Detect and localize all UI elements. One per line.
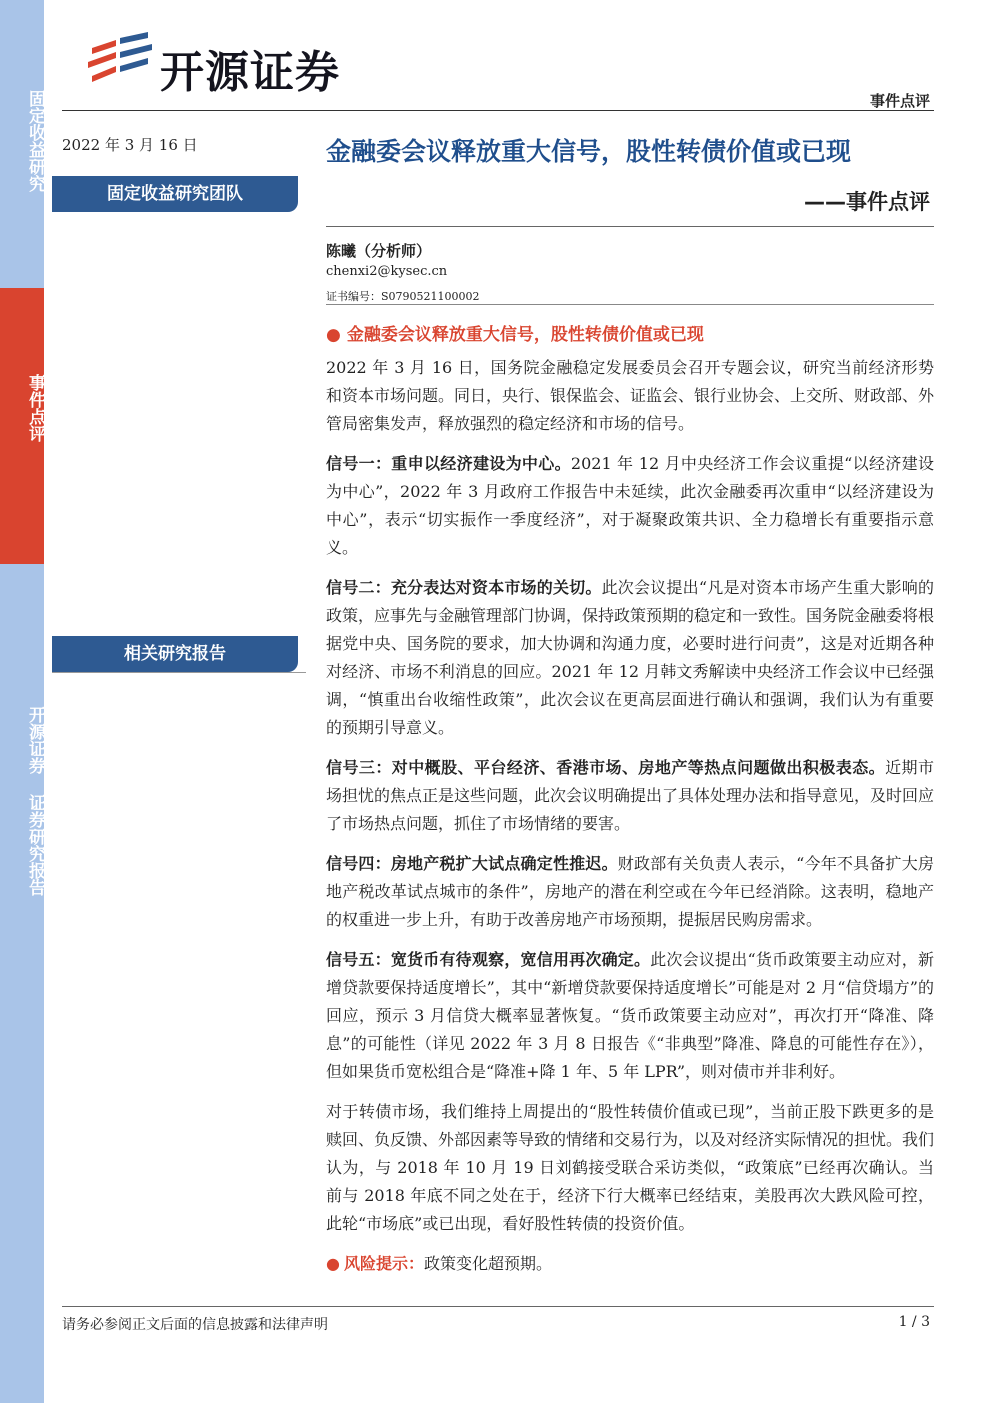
footer-divider <box>62 1306 934 1307</box>
paragraph <box>326 354 934 438</box>
report-body <box>326 354 934 1278</box>
paragraph-lead: 信号四：房地产税扩大试点确定性推迟。 <box>326 854 618 873</box>
paragraph-lead: 信号一：重申以经济建设为中心。 <box>326 454 571 473</box>
report-subtitle: ——事件点评 <box>804 190 930 214</box>
header-divider <box>62 110 934 111</box>
paragraph-lead: 信号三：对中概股、平台经济、香港市场、房地产等热点问题做出积极表态。 <box>326 758 886 777</box>
bullet-dot-icon: ● <box>326 1254 340 1273</box>
section-heading-text: 金融委会议释放重大信号，股性转债价值或已现 <box>346 325 704 345</box>
sidebar-tab-event-review-label: 事件点评 <box>25 374 45 442</box>
section-heading <box>326 320 704 345</box>
paragraph-text: 2022 年 3 月 16 日，国务院金融稳定发展委员会召开专题会议，研究当前经济形势和资本市场问题。同日，央行、银保监会、证监会、银行业协会、上交所、财政部、外管局密集发声，释放强烈的稳定经济和市场的信号。 <box>326 358 935 433</box>
paragraph-text: 财政部有关负责人表示，“今年不具备扩大房地产税改革试点城市的条件”，房地产的潜在利空或在今年已经消除。这表明，稳地产的权重进一步上升，有助于改善房地产市场预期，提振居民购房需求。 <box>326 854 934 929</box>
paragraph-text: 此次会议提出“货币政策要主动应对，新增贷款要保持适度增长”，其中“新增贷款要保持适度增长”可能是对 2 月“信贷塌方”的回应，预示 3 月信贷大概率显著恢复。“货币政策要主动应对”，再次打开“降准、降息”的可能性（详见 2022 年 3 月 8 日报告《“非典型”降准、降息的可能性存在》），但如果货币宽松组合是“降准+降 1 年、5 年 LPR”，则对债市并非利好。 <box>326 950 934 1081</box>
sidebar-tab-fixed-income-label: 固定收益研究 <box>25 90 45 192</box>
report-date: 2022 年 3 月 16 日 <box>62 136 198 154</box>
sidebar-tab-fixed-income <box>0 0 44 288</box>
paragraph <box>326 754 934 838</box>
paragraph <box>326 946 934 1086</box>
paragraph-text: 2021 年 12 月中央经济工作会议重提“以经济建设为中心”，2022 年 3 月政府工作报告中未延续，此次金融委再次重申“以经济建设为中心”，表示“切实振作一季度经济”，对于凝聚政策共识、全力稳增长有重要指示意义。 <box>326 454 934 557</box>
paragraph-lead: 信号五：宽货币有待观察，宽信用再次确定。 <box>326 950 651 969</box>
sidebar-tab-kysec-research-label: 开源证券 证券研究报告 <box>25 706 45 896</box>
paragraph-lead: 信号二：充分表达对资本市场的关切。 <box>326 578 602 597</box>
report-title: 金融委会议释放重大信号，股性转债价值或已现 <box>326 137 852 166</box>
related-reports-divider <box>52 672 306 673</box>
paragraph-text: 此次会议提出“凡是对资本市场产生重大影响的政策，应事先与金融管理部门协调，保持政策预期的稳定和一致性。国务院金融委将根据党中央、国务院的要求，加大协调和沟通力度，必要时进行问责”，这是对近期各种对经济、市场不利消息的回应。2021 年 12 月韩文秀解读中央经济工作会议中已经强调，“慎重出台收缩性政策”，此次会议在更高层面进行确认和强调，我们认为有重要的预期引导意义。 <box>326 578 935 737</box>
sidebar-tab-kysec-research <box>0 564 44 1403</box>
title-divider <box>326 226 934 227</box>
analyst-email[interactable]: chenxi2@kysec.cn <box>326 264 448 279</box>
paragraph-text: 近期市场担忧的焦点正是这些问题，此次会议明确提出了具体处理办法和指导意见，及时回应了市场热点问题，抓住了市场情绪的要害。 <box>326 758 935 833</box>
paragraph <box>326 850 934 934</box>
risk-warning <box>326 1250 934 1278</box>
paragraph <box>326 1098 934 1238</box>
analyst-divider <box>326 304 934 305</box>
bullet-dot-icon: ● <box>326 325 341 345</box>
related-reports-box: 相关研究报告 <box>52 636 298 672</box>
paragraph-text: 对于转债市场，我们维持上周提出的“股性转债价值或已现”，当前正股下跌更多的是赎回、负反馈、外部因素等导致的情绪和交易行为，以及对经济实际情况的担忧。我们认为，与 2018 年 10 月 19 日刘鹤接受联合采访类似，“政策底”已经再次确认。当前与 2018 年底不同之处在于，经济下行大概率已经结束，美股再次大跌风险可控，此轮“市场底”或已出现，看好股性转债的投资价值。 <box>326 1102 935 1233</box>
paragraph <box>326 450 934 562</box>
risk-label: 风险提示： <box>343 1254 424 1273</box>
analyst-certificate: 证书编号：S0790521100002 <box>326 290 480 303</box>
team-box: 固定收益研究团队 <box>52 176 298 212</box>
footer-disclaimer: 请务必参阅正文后面的信息披露和法律声明 <box>62 1317 328 1333</box>
logo-wordmark: 开源证券 <box>160 47 340 98</box>
page-number: 1 / 3 <box>898 1314 930 1330</box>
sidebar-tab-event-review <box>0 288 44 564</box>
risk-text: 政策变化超预期。 <box>423 1254 552 1273</box>
paragraph <box>326 574 934 742</box>
header-doc-type: 事件点评 <box>869 92 930 110</box>
analyst-name: 陈曦（分析师） <box>326 242 432 260</box>
